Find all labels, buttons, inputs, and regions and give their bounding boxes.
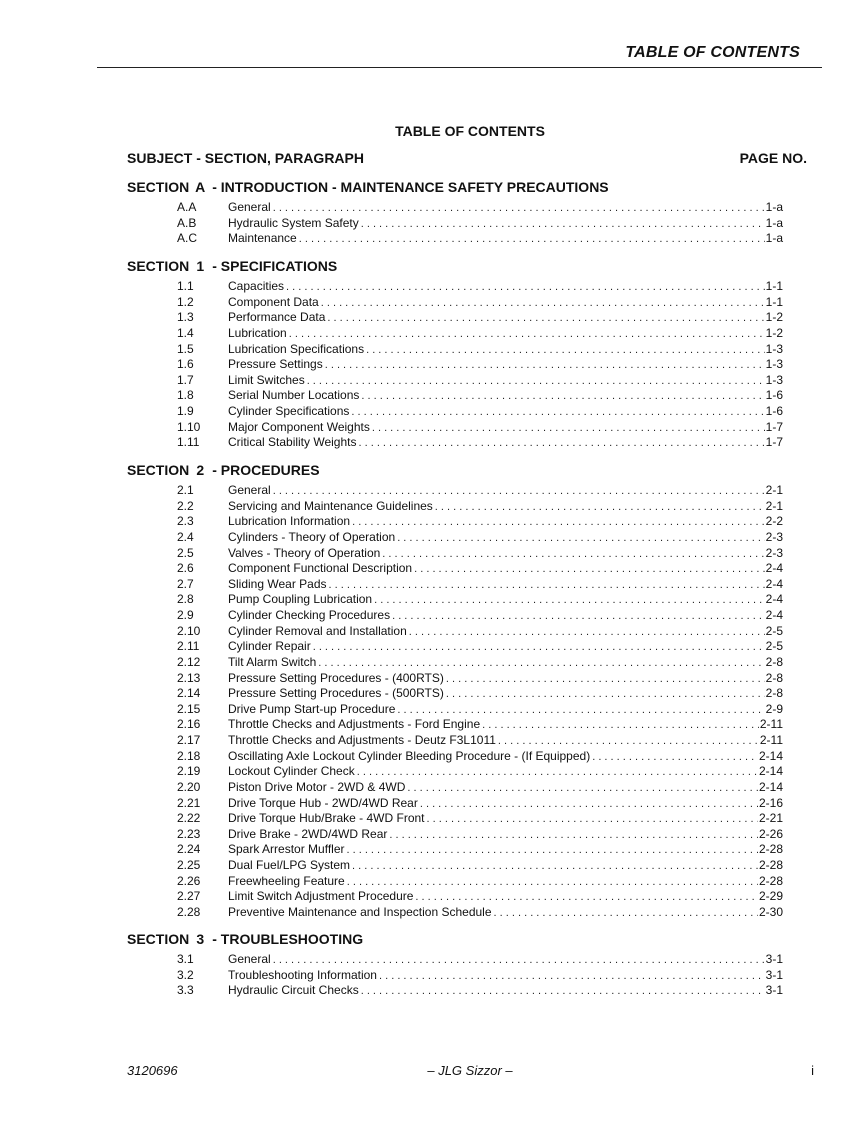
entry-page-number: 1-a: [765, 231, 783, 246]
section-heading: [127, 177, 783, 200]
toc-entry[interactable]: [127, 702, 783, 718]
entry-title: Drive Torque Hub - 2WD/4WD Rear: [228, 795, 418, 810]
entry-page-number: 3-1: [765, 952, 783, 966]
toc-entry[interactable]: [127, 295, 783, 311]
toc-entry[interactable]: [127, 200, 783, 216]
footer-doc-number: 3120696: [127, 1063, 178, 1078]
dot-leader: [347, 875, 758, 891]
dot-leader: [409, 625, 765, 641]
dot-leader: [592, 750, 758, 766]
entry-title: Valves - Theory of Operation: [228, 545, 381, 560]
toc-entry[interactable]: [127, 624, 783, 640]
entry-page-number: 1-2: [765, 310, 783, 325]
entry-title: Tilt Alarm Switch: [228, 654, 317, 669]
dot-leader: [358, 436, 764, 452]
dot-leader: [389, 828, 758, 844]
dot-leader: [392, 609, 765, 625]
toc-entry[interactable]: [127, 483, 783, 499]
toc-entry[interactable]: [127, 764, 783, 780]
section-number: 1: [196, 258, 205, 274]
subject-column-heading: SUBJECT - SECTION, PARAGRAPH: [127, 150, 364, 166]
entry-page-number: 2-5: [765, 623, 783, 638]
section-label: SECTION: [127, 179, 190, 195]
entry-page-number: 2-5: [765, 639, 783, 654]
page-column-heading: PAGE NO.: [739, 150, 807, 166]
dot-leader: [494, 906, 758, 922]
dot-leader: [329, 578, 765, 594]
toc-entry[interactable]: [127, 546, 783, 562]
toc-entry[interactable]: [127, 858, 783, 874]
entry-title: Maintenance: [228, 231, 297, 246]
entry-number: 2.6: [177, 561, 194, 576]
dot-leader: [307, 374, 765, 390]
entry-number: 1.7: [177, 372, 194, 387]
entry-page-number: 2-26: [758, 826, 783, 841]
toc-entry[interactable]: [127, 905, 783, 921]
toc-entry[interactable]: [127, 577, 783, 593]
dot-leader: [407, 781, 758, 797]
entry-title: Piston Drive Motor - 2WD & 4WD: [228, 779, 406, 794]
entry-title: Troubleshooting Information: [228, 967, 377, 982]
entry-title: Pump Coupling Lubrication: [228, 592, 373, 607]
dot-leader: [397, 703, 764, 719]
entry-title: Preventive Maintenance and Inspection Schedule: [228, 904, 492, 919]
entry-title: Oscillating Axle Lockout Cylinder Bleeding Procedure - (If Equipped): [228, 748, 591, 763]
toc-entry[interactable]: [127, 717, 783, 733]
entry-number: 2.9: [177, 608, 194, 622]
dot-leader: [313, 640, 765, 656]
section-label: SECTION: [127, 258, 190, 274]
entry-title: Cylinder Removal and Installation: [228, 623, 407, 638]
dot-leader: [397, 531, 764, 547]
section-heading: [127, 256, 783, 279]
entry-page-number: 1-2: [765, 325, 783, 340]
dot-leader: [351, 405, 764, 421]
entry-title: Capacities: [228, 279, 285, 293]
dot-leader: [286, 280, 765, 296]
dot-leader: [414, 562, 765, 578]
dot-leader: [273, 484, 765, 500]
entry-number: 2.23: [177, 826, 201, 841]
section-label: SECTION: [127, 462, 190, 478]
entry-number: 2.14: [177, 686, 201, 701]
entry-page-number: 1-6: [765, 404, 783, 418]
entry-page-number: 2-14: [758, 748, 783, 763]
toc-entry[interactable]: [127, 592, 783, 608]
entry-title: Lubrication Information: [228, 514, 351, 529]
entry-number: 2.7: [177, 576, 194, 591]
entry-number: 2.11: [177, 639, 200, 654]
entry-title: General: [228, 483, 271, 497]
toc-entry[interactable]: [127, 310, 783, 326]
entry-number: 1.9: [177, 404, 194, 418]
dot-leader: [382, 547, 764, 563]
toc-entry[interactable]: [127, 388, 783, 404]
entry-number: 2.18: [177, 748, 201, 763]
dot-leader: [357, 765, 758, 781]
dot-leader: [361, 389, 764, 405]
entry-title: Component Functional Description: [228, 561, 413, 576]
toc-entry[interactable]: [127, 514, 783, 530]
entry-page-number: 2-28: [758, 873, 783, 888]
dot-leader: [366, 343, 765, 359]
entry-title: Drive Torque Hub/Brake - 4WD Front: [228, 811, 425, 826]
entry-page-number: 1-6: [765, 388, 783, 403]
dot-leader: [327, 311, 764, 327]
entry-page-number: 2-8: [765, 670, 783, 685]
toc-section: [127, 460, 783, 921]
entry-page-number: 2-2: [765, 514, 783, 529]
toc-entry[interactable]: [127, 733, 783, 749]
entry-title: Limit Switch Adjustment Procedure: [228, 889, 414, 904]
entry-number: 2.3: [177, 514, 194, 529]
entry-title: Dual Fuel/LPG System: [228, 858, 351, 872]
toc-entry[interactable]: [127, 671, 783, 687]
toc-section: [127, 929, 783, 999]
entry-page-number: 3-1: [765, 967, 783, 982]
entry-title: Pressure Settings: [228, 357, 323, 372]
toc-entry[interactable]: [127, 686, 783, 702]
entry-number: 1.5: [177, 341, 194, 356]
toc-entry[interactable]: [127, 780, 783, 796]
toc-entry[interactable]: [127, 342, 783, 358]
entry-page-number: 2-8: [765, 654, 783, 669]
footer-product-name: – JLG Sizzor –: [427, 1063, 513, 1078]
toc-entry[interactable]: [127, 874, 783, 890]
section-title: - TROUBLESHOOTING: [212, 931, 364, 947]
entry-title: Drive Brake - 2WD/4WD Rear: [228, 826, 388, 841]
entry-title: Performance Data: [228, 310, 326, 325]
entry-page-number: 2-4: [765, 608, 783, 622]
toc-entry[interactable]: [127, 952, 783, 968]
toc-entry[interactable]: [127, 983, 783, 999]
dot-leader: [498, 734, 759, 750]
entry-number: 2.8: [177, 592, 194, 607]
toc-entry[interactable]: [127, 811, 783, 827]
section-number: 2: [196, 462, 205, 478]
section-title: - PROCEDURES: [212, 462, 320, 478]
entry-title: Sliding Wear Pads: [228, 576, 327, 591]
section-heading: [127, 460, 783, 483]
toc-entry[interactable]: [127, 530, 783, 546]
dot-leader: [361, 984, 765, 1000]
toc-section: [127, 256, 783, 451]
dot-leader: [273, 201, 765, 217]
entry-number: 2.5: [177, 545, 194, 560]
entry-number: A.B: [177, 215, 197, 230]
toc-entry[interactable]: [127, 357, 783, 373]
entry-number: 2.15: [177, 701, 201, 716]
entry-title: General: [228, 952, 271, 966]
toc-entry[interactable]: [127, 499, 783, 515]
dot-leader: [289, 327, 765, 343]
toc-entry[interactable]: [127, 608, 783, 624]
toc-entry[interactable]: [127, 216, 783, 232]
dot-leader: [482, 718, 759, 734]
toc-entry[interactable]: [127, 231, 783, 247]
entry-title: Servicing and Maintenance Guidelines: [228, 498, 433, 513]
entry-title: Lockout Cylinder Check: [228, 764, 355, 779]
dot-leader: [379, 969, 765, 985]
page-title: TABLE OF CONTENTS: [395, 123, 545, 139]
entry-page-number: 2-9: [765, 701, 783, 716]
entry-title: Cylinders - Theory of Operation: [228, 529, 396, 544]
entry-page-number: 2-8: [765, 686, 783, 701]
entry-number: 2.2: [177, 498, 194, 513]
entry-number: 2.20: [177, 779, 201, 794]
entry-page-number: 1-3: [765, 357, 783, 372]
entry-page-number: 2-4: [765, 592, 783, 607]
dot-leader: [427, 812, 758, 828]
entry-number: 3.3: [177, 983, 194, 998]
entry-title: Critical Stability Weights: [228, 435, 357, 450]
entry-title: Freewheeling Feature: [228, 873, 345, 888]
entry-number: 2.17: [177, 733, 201, 747]
entry-number: 2.10: [177, 623, 201, 638]
entry-number: 1.8: [177, 388, 194, 403]
entry-page-number: 1-7: [765, 419, 783, 434]
entry-page-number: 2-14: [758, 764, 783, 779]
header-rule: [97, 67, 822, 68]
entry-number: 2.13: [177, 670, 201, 685]
entry-page-number: 1-1: [765, 279, 783, 293]
entry-number: 2.1: [177, 483, 194, 497]
section-heading: [127, 929, 783, 952]
toc-entry[interactable]: [127, 827, 783, 843]
dot-leader: [318, 656, 764, 672]
entry-title: Component Data: [228, 294, 319, 309]
entry-number: 1.10: [177, 419, 201, 434]
entry-title: General: [228, 200, 271, 214]
entry-number: 1.3: [177, 310, 194, 325]
dot-leader: [321, 296, 765, 312]
toc-entry[interactable]: [127, 968, 783, 984]
dot-leader: [346, 843, 757, 859]
entry-number: 1.11: [177, 435, 200, 450]
entry-number: 3.2: [177, 967, 194, 982]
entry-page-number: 2-30: [758, 904, 783, 919]
dot-leader: [352, 515, 765, 531]
entry-number: 2.12: [177, 654, 201, 669]
entry-number: 2.25: [177, 858, 201, 872]
entry-page-number: 2-28: [758, 858, 783, 872]
entry-title: Drive Pump Start-up Procedure: [228, 701, 396, 716]
dot-leader: [299, 232, 765, 248]
entry-title: Spark Arrestor Muffler: [228, 842, 345, 857]
entry-title: Throttle Checks and Adjustments - Ford Engine: [228, 717, 481, 732]
entry-number: 2.24: [177, 842, 201, 857]
entry-number: 2.22: [177, 811, 201, 826]
dot-leader: [446, 672, 765, 688]
toc-entry[interactable]: [127, 420, 783, 436]
entry-number: 1.2: [177, 294, 194, 309]
entry-number: 2.21: [177, 795, 201, 810]
entry-title: Pressure Setting Procedures - (400RTS): [228, 670, 444, 685]
entry-number: 2.28: [177, 904, 201, 919]
dot-leader: [374, 593, 765, 609]
entry-title: Throttle Checks and Adjustments - Deutz F3L1011: [228, 733, 496, 747]
toc-entry[interactable]: [127, 435, 783, 451]
dot-leader: [352, 859, 758, 875]
running-header-title: TABLE OF CONTENTS: [625, 44, 800, 61]
toc-section: [127, 177, 783, 247]
entry-number: 2.4: [177, 529, 194, 544]
section-title: - INTRODUCTION - MAINTENANCE SAFETY PRECAUTIONS: [212, 179, 609, 195]
entry-page-number: 2-16: [758, 795, 783, 810]
entry-title: Hydraulic System Safety: [228, 215, 359, 230]
entry-page-number: 2-4: [765, 561, 783, 576]
dot-leader: [420, 797, 758, 813]
entry-number: A.A: [177, 200, 197, 214]
entry-number: 2.27: [177, 889, 201, 904]
entry-page-number: 2-29: [758, 889, 783, 904]
toc-entry[interactable]: [127, 655, 783, 671]
entry-page-number: 1-1: [765, 294, 783, 309]
entry-title: Hydraulic Circuit Checks: [228, 983, 359, 998]
toc-entry[interactable]: [127, 326, 783, 342]
entry-page-number: 2-14: [758, 779, 783, 794]
dot-leader: [325, 358, 765, 374]
entry-title: Cylinder Checking Procedures: [228, 608, 391, 622]
entry-title: Cylinder Repair: [228, 639, 311, 654]
toc-entry[interactable]: [127, 842, 783, 858]
entry-title: Limit Switches: [228, 372, 305, 387]
toc-entry[interactable]: [127, 796, 783, 812]
dot-leader: [273, 953, 765, 969]
dot-leader: [435, 500, 765, 516]
entry-number: 1.6: [177, 357, 194, 372]
entry-title: Lubrication: [228, 325, 287, 340]
entry-page-number: 2-1: [765, 498, 783, 513]
entry-number: A.C: [177, 231, 198, 246]
entry-page-number: 3-1: [765, 983, 783, 998]
entry-title: Pressure Setting Procedures - (500RTS): [228, 686, 444, 701]
toc-entry[interactable]: [127, 404, 783, 420]
footer-page-number: i: [811, 1063, 814, 1078]
section-label: SECTION: [127, 931, 190, 947]
entry-title: Serial Number Locations: [228, 388, 360, 403]
toc-entry[interactable]: [127, 279, 783, 295]
dot-leader: [372, 421, 765, 437]
entry-title: Major Component Weights: [228, 419, 370, 434]
entry-page-number: 2-11: [759, 717, 783, 732]
dot-leader: [361, 217, 765, 233]
dot-leader: [415, 890, 758, 906]
entry-page-number: 1-3: [765, 372, 783, 387]
entry-page-number: 1-7: [765, 435, 783, 450]
entry-page-number: 1-a: [765, 200, 783, 214]
entry-page-number: 2-3: [765, 529, 783, 544]
column-headings: [127, 150, 807, 166]
section-number: A: [195, 179, 206, 195]
entry-page-number: 2-21: [758, 811, 783, 826]
entry-title: Cylinder Specifications: [228, 404, 350, 418]
entry-page-number: 2-3: [765, 545, 783, 560]
entry-page-number: 2-1: [765, 483, 783, 497]
entry-page-number: 2-28: [758, 842, 783, 857]
entry-number: 3.1: [177, 952, 194, 966]
entry-title: Lubrication Specifications: [228, 341, 365, 356]
toc-entry[interactable]: [127, 639, 783, 655]
section-number: 3: [196, 931, 205, 947]
toc-entry[interactable]: [127, 561, 783, 577]
entry-page-number: 1-3: [765, 341, 783, 356]
toc-entry[interactable]: [127, 373, 783, 389]
entry-page-number: 2-11: [759, 733, 783, 747]
entry-number: 1.4: [177, 325, 194, 340]
entry-page-number: 1-a: [765, 215, 783, 230]
entry-number: 2.19: [177, 764, 201, 779]
entry-number: 2.26: [177, 873, 201, 888]
entry-number: 2.16: [177, 717, 201, 732]
entry-page-number: 2-4: [765, 576, 783, 591]
toc-entry[interactable]: [127, 889, 783, 905]
toc-entry[interactable]: [127, 749, 783, 765]
section-title: - SPECIFICATIONS: [212, 258, 338, 274]
entry-number: 1.1: [177, 279, 194, 293]
dot-leader: [446, 687, 765, 703]
